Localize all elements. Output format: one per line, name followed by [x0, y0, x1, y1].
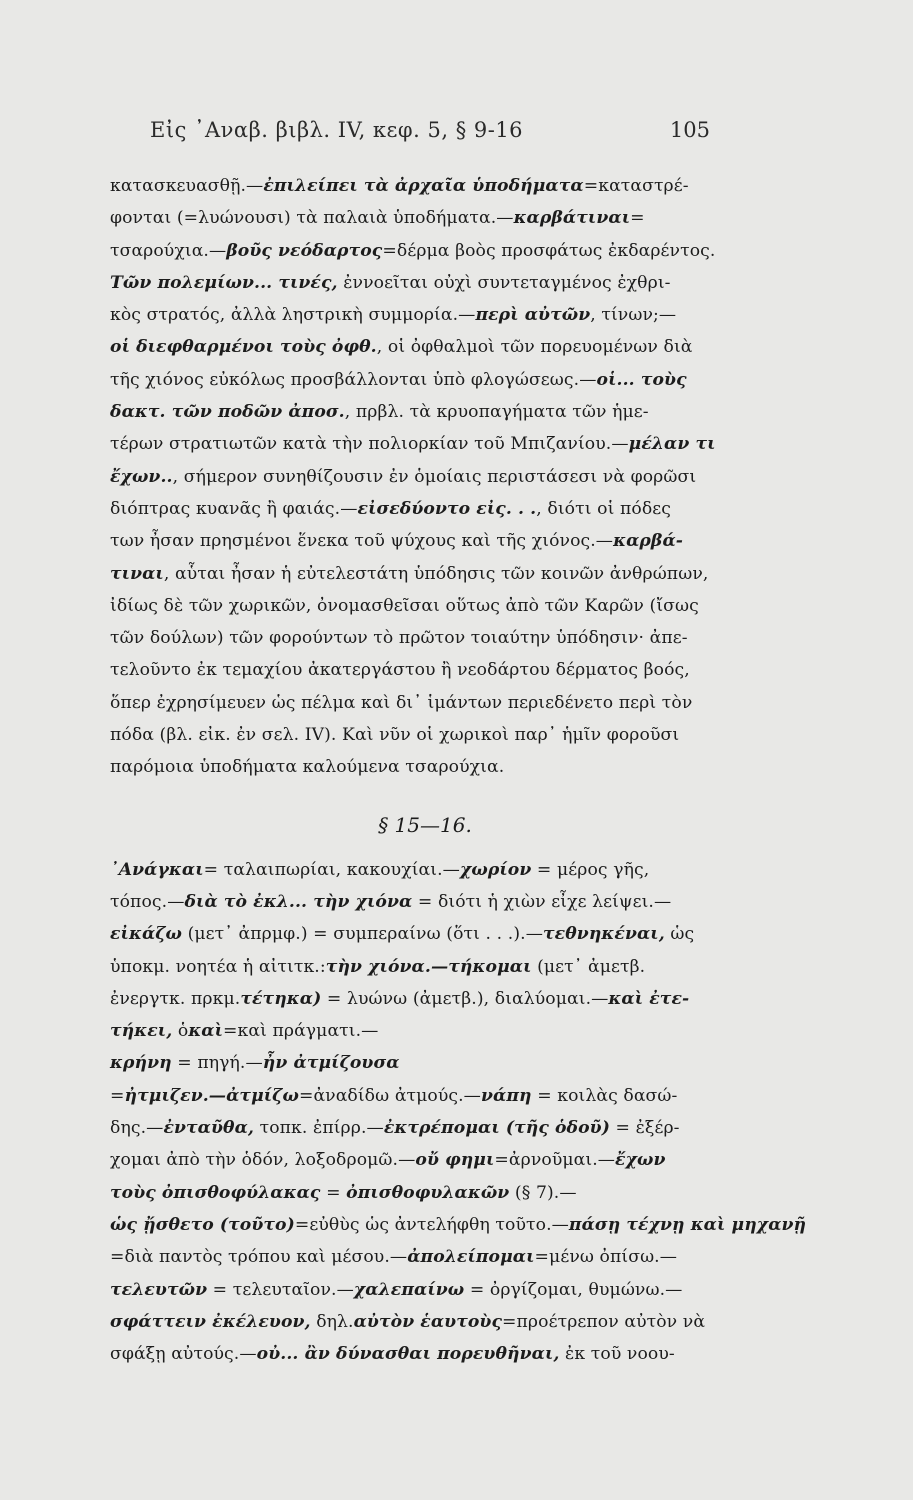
gloss: , αὗται ἦσαν ἡ εὐτελεστάτη ὑπόδησις τῶν κοινῶν ἀνθρώπων,: [163, 563, 709, 584]
text-line: [110, 854, 740, 886]
gloss: κατασκευασθῇ.—: [110, 176, 264, 196]
text-line: [110, 493, 740, 525]
gloss: τσαρούχια.—: [110, 240, 227, 261]
gloss: (§ 7).—: [509, 1182, 577, 1203]
text-line: [110, 951, 740, 983]
lemma: τεθνηκέναι,: [543, 924, 665, 945]
text-line: [110, 1209, 807, 1241]
lemma: οὔ φημι: [415, 1150, 495, 1171]
gloss: σφάξῃ αὐτούς.—: [110, 1344, 257, 1365]
lemma: καρβάτιναι: [513, 208, 631, 229]
text-line: [110, 687, 740, 719]
gloss: =διὰ παντὸς τρόπου καὶ μέσου.—: [110, 1247, 408, 1268]
gloss: τόπος.—: [110, 891, 185, 912]
lemma: τὴν χιόνα.—τήκομαι: [325, 956, 532, 977]
gloss: =ἀρνοῦμαι.—: [494, 1150, 616, 1171]
lemma: τέτηκα): [240, 988, 322, 1009]
gloss: , τίνων;—: [590, 305, 677, 326]
gloss: χομαι ἀπὸ τὴν ὁδόν, λοξοδρομῶ.—: [110, 1150, 416, 1171]
gloss: τελοῦντο ἐκ τεμαχίου ἀκατεργάστου ἢ νεοδάρτου δέρματος βοός,: [110, 660, 690, 681]
text-line: [110, 751, 740, 783]
gloss: τέρων στρατιωτῶν κατὰ τὴν πολιορκίαν τοῦ Μπιζανίου.—: [110, 434, 629, 455]
lemma: σφάττειν ἐκέλευον,: [110, 1311, 311, 1332]
lemma: δακτ. τῶν ποδῶν ἀποσ.: [110, 402, 345, 423]
gloss: , σήμερον συνηθίζουσιν ἐν ὁμοίαις περιστάσεσι νὰ φορῶσι: [172, 466, 697, 487]
gloss: =: [630, 208, 645, 229]
lemma: οὐ... ἂν δύνασθαι πορευθῆναι,: [256, 1344, 560, 1365]
gloss: , διότι οἱ πόδες: [536, 498, 671, 519]
lemma: αὐτὸν ἑαυτοὺς: [353, 1311, 503, 1332]
lemma: ἔχων..: [110, 466, 173, 487]
lemma: ἐνταῦθα,: [163, 1118, 255, 1139]
page-header: [150, 118, 720, 148]
gloss: = ὀργίζομαι, θυμώνω.—: [464, 1279, 683, 1300]
gloss: = μέρος γῆς,: [531, 859, 650, 880]
commentary-block-1: [110, 170, 740, 784]
lemma: ὡς ᾔσθετο (τοῦτο): [110, 1214, 295, 1235]
running-title: Εἰς ᾿Αναβ. βιβλ. IV, κεφ. 5, § 9-16: [150, 118, 524, 142]
gloss: ὁ: [172, 1021, 189, 1042]
lemma: καὶ: [188, 1021, 224, 1042]
gloss: πόδα (βλ. εἰκ. ἐν σελ. IV). Καὶ νῦν οἱ χωρικοὶ παρ᾿ ἡμῖν φοροῦσι: [110, 725, 680, 746]
section-heading: § 15—16.: [378, 812, 472, 837]
spacer: [110, 784, 740, 798]
lemma: καρβά-: [613, 531, 684, 552]
gloss: διόπτρας κυανᾶς ἢ φαιάς.—: [110, 498, 358, 519]
gloss: = λυώνω (ἀμετβ.), διαλύομαι.—: [321, 988, 609, 1009]
gloss: ὑποκμ. νοητέα ἡ αἰτιτκ.:: [110, 956, 326, 977]
lemma: χαλεπαίνω: [353, 1279, 465, 1300]
text-line: [110, 622, 740, 654]
text-line: [110, 1338, 740, 1370]
gloss: = ἐξέρ-: [609, 1118, 680, 1139]
lemma: ἐπιλείπει τὰ ἀρχαῖα ὑποδήματα: [263, 176, 584, 196]
text-line: [110, 558, 740, 590]
gloss: = διότι ἡ χιὼν εἶχε λείψει.—: [412, 891, 672, 912]
text-line: [110, 331, 740, 363]
text-line: [110, 719, 740, 751]
page-number: 105: [669, 118, 710, 142]
lemma: Τῶν πολεμίων... τινές,: [110, 272, 338, 293]
text-line: [110, 267, 740, 299]
lemma: ἔχων: [615, 1150, 666, 1171]
commentary-text: [110, 170, 807, 1370]
gloss: =εὐθὺς ὡς ἀντελήφθη τοῦτο.—: [294, 1214, 569, 1235]
lemma: διὰ τὸ ἐκλ... τὴν χιόνα: [184, 891, 413, 912]
text-line: [110, 1112, 740, 1144]
text-line: [110, 1306, 740, 1338]
lemma: κρήνη: [110, 1053, 172, 1074]
lemma: τιναι: [110, 563, 164, 584]
text-line: [110, 428, 740, 460]
gloss: των ἦσαν πρησμένοι ἕνεκα τοῦ ψύχους καὶ τῆς χιόνος.—: [110, 531, 614, 552]
lemma: τελευτῶν: [110, 1279, 208, 1300]
text-line: [110, 396, 740, 428]
lemma: ὀπισθοφυλακῶν: [346, 1182, 510, 1203]
text-line: [110, 983, 740, 1015]
gloss: ἐννοεῖται οὐχὶ συντεταγμένος ἐχθρι-: [337, 272, 671, 293]
gloss: =ἀναδίδω ἀτμούς.—: [298, 1085, 481, 1106]
gloss: =καὶ πράγματι.—: [223, 1021, 379, 1042]
text-line: [110, 364, 740, 396]
text-line: [110, 1015, 740, 1047]
gloss: φονται (=λυώνουσι) τὰ παλαιὰ ὑποδήματα.—: [110, 208, 514, 229]
gloss: = ταλαιπωρίαι, κακουχίαι.—: [203, 859, 460, 880]
text-line: [110, 1241, 740, 1273]
text-line: [110, 918, 740, 950]
lemma: μέλαν τι: [628, 434, 716, 455]
gloss: τῶν δούλων) τῶν φορούντων τὸ πρῶτον τοιαύτην ὑπόδησιν· ἀπε-: [110, 628, 688, 649]
gloss: = κοιλὰς δασώ-: [531, 1085, 678, 1106]
lemma: ἠτμιζεν.—ἀτμίζω: [124, 1085, 299, 1106]
gloss: =: [320, 1182, 347, 1203]
gloss: παρόμοια ὑποδήματα καλούμενα τσαρούχια.: [110, 757, 505, 778]
commentary-block-2: [110, 854, 807, 1371]
gloss: = τελευταῖον.—: [207, 1279, 354, 1300]
lemma: οἱ... τοὺς: [596, 369, 687, 390]
lemma: τήκει,: [110, 1021, 173, 1042]
text-line: [110, 1080, 740, 1112]
text-line: [110, 590, 740, 622]
lemma: νάπη: [480, 1085, 532, 1106]
lemma: περὶ αὐτῶν: [475, 305, 591, 326]
lemma: πάσῃ τέχνῃ καὶ μηχανῇ: [568, 1214, 807, 1235]
gloss: δης.—: [110, 1118, 164, 1139]
gloss: τοπκ. ἐπίρρ.—: [254, 1118, 384, 1139]
gloss: =καταστρέ-: [583, 176, 689, 196]
gloss: ὅπερ ἐχρησίμευεν ὡς πέλμα καὶ δι᾿ ἱμάντων περιεδένετο περὶ τὸν: [110, 692, 693, 713]
lemma: ἀπολείπομαι: [407, 1247, 535, 1268]
gloss: =προέτρεπον αὐτὸν νὰ: [502, 1311, 706, 1332]
text-line: [110, 1274, 740, 1306]
lemma: εἰκάζω: [110, 924, 183, 945]
lemma: εἰσεδύοντο εἰς. . .: [357, 498, 537, 519]
lemma: ᾿Ανάγκαι: [110, 859, 204, 880]
gloss: =: [110, 1085, 125, 1106]
gloss: δηλ.: [310, 1311, 354, 1332]
gloss: ὡς: [664, 924, 695, 945]
lemma: βοῦς νεόδαρτος: [226, 240, 383, 261]
gloss: =δέρμα βοὸς προσφάτως ἐκδαρέντος.: [382, 240, 716, 261]
text-line: [110, 1177, 740, 1209]
text-line: [110, 525, 740, 557]
gloss: ἐνεργτκ. πρκμ.: [110, 988, 241, 1009]
lemma: οἱ διεφθαρμένοι τοὺς ὀφθ.: [110, 337, 377, 358]
text-line: [110, 654, 740, 686]
gloss: ἰδίως δὲ τῶν χωρικῶν, ὀνομασθεῖσαι οὕτως ἀπὸ τῶν Καρῶν (ἴσως: [110, 595, 699, 616]
text-line: [110, 170, 740, 202]
gloss: ἐκ τοῦ νοου-: [559, 1344, 675, 1365]
text-line: [110, 886, 740, 918]
text-line: [110, 1144, 740, 1176]
lemma: χωρίον: [459, 859, 532, 880]
text-line: [110, 461, 740, 493]
gloss: = πηγή.—: [171, 1053, 263, 1074]
lemma: ἐκτρέπομαι (τῆς ὁδοῦ): [383, 1118, 610, 1139]
gloss: , οἱ ὀφθαλμοὶ τῶν πορευομένων διὰ: [376, 337, 693, 358]
gloss: (μετ᾿ ἀπρμφ.) = συμπεραίνω (ὅτι . . .).—: [182, 924, 544, 945]
lemma: καὶ ἐτε-: [608, 988, 690, 1009]
text-line: [110, 202, 740, 234]
gloss: κὸς στρατός, ἀλλὰ ληστρικὴ συμμορία.—: [110, 305, 476, 326]
gloss: , πρβλ. τὰ κρυοπαγήματα τῶν ἡμε-: [344, 402, 649, 423]
lemma: τοὺς ὀπισθοφύλακας: [110, 1182, 321, 1203]
text-line: [110, 235, 740, 267]
gloss: =μένω ὀπίσω.—: [534, 1247, 678, 1268]
lemma: ἦν ἀτμίζουσα: [262, 1053, 400, 1074]
gloss: (μετ᾿ ἀμετβ.: [531, 956, 646, 977]
gloss: τῆς χιόνος εὐκόλως προσβάλλονται ὑπὸ φλογώσεως.—: [110, 369, 597, 390]
text-line: [110, 1047, 740, 1079]
text-line: [110, 299, 740, 331]
